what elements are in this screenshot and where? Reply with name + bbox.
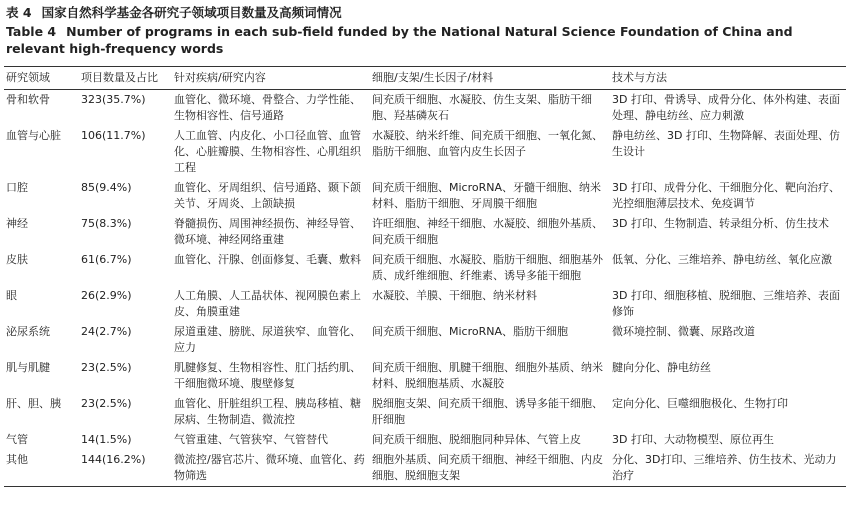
- cell-materials: 间充质干细胞、脱细胞同种异体、气管上皮: [372, 433, 581, 446]
- cell-methods: 3D 打印、细胞移植、脱细胞、三维培养、表面修饰: [612, 289, 840, 318]
- cell-materials: 间充质干细胞、肌腱干细胞、细胞外基质、纳米材料、脱细胞基质、水凝胶: [372, 361, 603, 390]
- table-row: [4, 286, 846, 322]
- cell-field: 眼: [6, 289, 17, 302]
- cell-content: 尿道重建、膀胱、尿道狭窄、血管化、应力: [174, 325, 361, 354]
- cell-content: 血管化、肝脏组织工程、胰岛移植、糖尿病、生物制造、微流控: [174, 397, 361, 426]
- table-caption: [6, 4, 844, 57]
- cell-content: 血管化、微环境、骨整合、力学性能、生物相容性、信号通路: [174, 93, 361, 122]
- cell-methods: 定向分化、巨噬细胞极化、生物打印: [612, 397, 788, 410]
- cell-count: 14(1.5%): [81, 433, 132, 446]
- caption-chinese: [6, 4, 844, 21]
- cell-materials: 水凝胶、纳米纤维、间充质干细胞、一氧化氮、脂肪干细胞、血管内皮生长因子: [372, 129, 603, 158]
- table-header-row: [4, 67, 846, 90]
- cell-count: 61(6.7%): [81, 253, 132, 266]
- cell-materials: 间充质干细胞、MicroRNA、脂肪干细胞: [372, 325, 569, 338]
- funding-table: [4, 66, 846, 487]
- cell-field: 口腔: [6, 181, 28, 194]
- cell-content: 人工血管、内皮化、小口径血管、血管化、心脏瓣膜、生物相容性、心肌组织工程: [174, 129, 361, 174]
- table-row: [4, 394, 846, 430]
- cell-methods: 静电纺丝、3D 打印、生物降解、表面处理、仿生设计: [612, 129, 840, 158]
- header-count: 项目数量及占比: [81, 71, 158, 84]
- cell-methods: 3D 打印、生物制造、转录组分析、仿生技术: [612, 217, 829, 230]
- cell-field: 血管与心脏: [6, 129, 61, 142]
- table-row: [4, 358, 846, 394]
- cell-count: 23(2.5%): [81, 397, 132, 410]
- cell-materials: 脱细胞支架、间充质干细胞、诱导多能干细胞、肝细胞: [372, 397, 603, 426]
- caption-english: [6, 23, 844, 57]
- cell-count: 85(9.4%): [81, 181, 132, 194]
- cell-content: 肌腱修复、生物相容性、肛门括约肌、干细胞微环境、腹壁修复: [174, 361, 361, 390]
- header-field: 研究领域: [6, 71, 50, 84]
- cell-content: 血管化、牙周组织、信号通路、颞下颌关节、牙周炎、上颌缺损: [174, 181, 361, 210]
- cell-materials: 间充质干细胞、水凝胶、脂肪干细胞、细胞基外质、成纤维细胞、纤维素、诱导多能干细胞: [372, 253, 603, 282]
- cell-methods: 分化、3D打印、三维培养、仿生技术、光动力治疗: [612, 453, 837, 482]
- table-row: [4, 126, 846, 178]
- cell-content: 气管重建、气管狭窄、气管替代: [174, 433, 328, 446]
- cell-field: 皮肤: [6, 253, 28, 266]
- cell-count: 24(2.7%): [81, 325, 132, 338]
- cell-count: 323(35.7%): [81, 93, 146, 106]
- table-row: [4, 250, 846, 286]
- cell-materials: 许旺细胞、神经干细胞、水凝胶、细胞外基质、间充质干细胞: [372, 217, 603, 246]
- cell-materials: 水凝胶、羊膜、干细胞、纳米材料: [372, 289, 537, 302]
- cell-methods: 3D 打印、成骨分化、干细胞分化、靶向治疗、光控细胞薄层技术、免疫调节: [612, 181, 840, 210]
- table-row: [4, 450, 846, 487]
- cell-field: 骨和软骨: [6, 93, 50, 106]
- table-body: [4, 90, 846, 487]
- cell-content: 人工角膜、人工晶状体、视网膜色素上皮、角膜重建: [174, 289, 361, 318]
- table-row: [4, 322, 846, 358]
- cell-field: 气管: [6, 433, 28, 446]
- cell-count: 106(11.7%): [81, 129, 146, 142]
- caption-cn-label: 表 4: [6, 5, 32, 20]
- cell-field: 泌尿系统: [6, 325, 50, 338]
- cell-count: 23(2.5%): [81, 361, 132, 374]
- cell-field: 肌与肌腱: [6, 361, 50, 374]
- cell-count: 75(8.3%): [81, 217, 132, 230]
- cell-methods: 3D 打印、骨诱导、成骨分化、体外构建、表面处理、静电纺丝、应力刺激: [612, 93, 840, 122]
- header-materials: 细胞/支架/生长因子/材料: [372, 71, 494, 84]
- caption-en-label: Table 4: [6, 24, 57, 39]
- table-row: [4, 90, 846, 127]
- cell-content: 微流控/器官芯片、微环境、血管化、药物筛选: [174, 453, 365, 482]
- cell-methods: 低氧、分化、三维培养、静电纺丝、氧化应激: [612, 253, 832, 266]
- cell-methods: 腱向分化、静电纺丝: [612, 361, 711, 374]
- cell-materials: 间充质干细胞、水凝胶、仿生支架、脂肪干细胞、羟基磷灰石: [372, 93, 592, 122]
- cell-materials: 间充质干细胞、MicroRNA、牙髓干细胞、纳米材料、脂肪干细胞、牙周膜干细胞: [372, 181, 602, 210]
- cell-methods: 3D 打印、大动物模型、原位再生: [612, 433, 774, 446]
- cell-field: 神经: [6, 217, 28, 230]
- cell-content: 血管化、汗腺、创面修复、毛囊、敷料: [174, 253, 361, 266]
- header-content: 针对疾病/研究内容: [174, 71, 266, 84]
- cell-field: 其他: [6, 453, 28, 466]
- table-row: [4, 430, 846, 450]
- cell-field: 肝、胆、胰: [6, 397, 61, 410]
- table-row: [4, 214, 846, 250]
- cell-count: 144(16.2%): [81, 453, 146, 466]
- caption-cn-text: 国家自然科学基金各研究子领域项目数量及高频词情况: [41, 5, 342, 20]
- caption-en-text: Number of programs in each sub-field funded by the National Natural Science Foundation of China and relevant high-frequency words: [6, 24, 793, 56]
- table-row: [4, 178, 846, 214]
- cell-materials: 细胞外基质、间充质干细胞、神经干细胞、内皮细胞、脱细胞支架: [372, 453, 603, 482]
- cell-methods: 微环境控制、微囊、尿路改道: [612, 325, 755, 338]
- cell-count: 26(2.9%): [81, 289, 132, 302]
- header-methods: 技术与方法: [612, 71, 667, 84]
- cell-content: 脊髓损伤、周围神经损伤、神经导管、微环境、神经网络重建: [174, 217, 361, 246]
